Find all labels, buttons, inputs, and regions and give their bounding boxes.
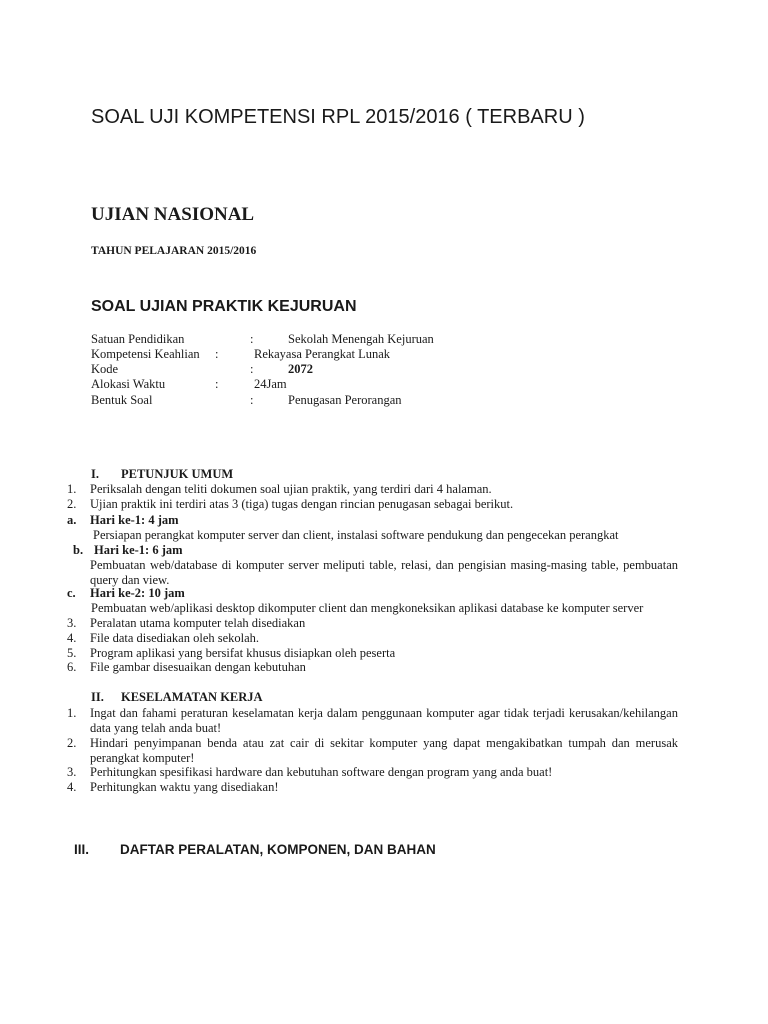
- day-label: b.: [73, 543, 84, 557]
- list-item-text: Periksalah dengan teliti dokumen soal ujian praktik, yang terdiri dari 4 halaman.: [90, 482, 492, 496]
- list-item-text: File data disediakan oleh sekolah.: [90, 631, 260, 645]
- info-value: Penugasan Perorangan: [288, 393, 402, 407]
- day-description: Persiapan perangkat komputer server dan client, instalasi software pendukung dan pengecekan perangkat: [93, 528, 619, 542]
- info-value: 2072: [288, 362, 313, 376]
- day-title: Hari ke-1: 6 jam: [94, 543, 183, 557]
- section1-number: I.: [91, 467, 99, 481]
- list-item-number: 4.: [67, 631, 77, 645]
- info-colon: :: [250, 362, 254, 376]
- info-value: Sekolah Menengah Kejuruan: [288, 332, 434, 346]
- info-label: Kompetensi Keahlian: [91, 347, 200, 361]
- info-label: Bentuk Soal: [91, 393, 153, 407]
- list-item-text: Hindari penyimpanan benda atau zat cair di sekitar komputer yang dapat mengakibatkan tumpah dan merusak perangkat komputer!: [90, 736, 678, 765]
- day-label: c.: [67, 586, 76, 600]
- list-item-number: 2.: [67, 497, 77, 511]
- list-item-number: 6.: [67, 660, 77, 674]
- day-title: Hari ke-1: 4 jam: [90, 513, 179, 527]
- list-item-text: Perhitungkan waktu yang disediakan!: [90, 780, 279, 794]
- practical-exam-title: SOAL UJIAN PRAKTIK KEJURUAN: [91, 298, 357, 315]
- info-label: Satuan Pendidikan: [91, 332, 185, 346]
- list-item-text: Ingat dan fahami peraturan keselamatan kerja dalam penggunaan komputer agar tidak terjadi kerusakan/kehilangan data yang telah anda buat!: [90, 706, 678, 735]
- info-colon: :: [250, 393, 254, 407]
- list-item-number: 2.: [67, 736, 77, 750]
- section3-number: III.: [74, 842, 90, 857]
- day-title: Hari ke-2: 10 jam: [90, 586, 185, 600]
- section1-title: PETUNJUK UMUM: [121, 467, 234, 481]
- list-item-number: 1.: [67, 706, 77, 720]
- info-colon: :: [215, 347, 219, 361]
- day-description: Pembuatan web/database di komputer server meliputi table, relasi, dan pengisian masing-masing table, pembuatan query dan view.: [90, 558, 678, 587]
- list-item-text: Ujian praktik ini terdiri atas 3 (tiga) tugas dengan rincian penugasan sebagai berikut.: [90, 497, 514, 511]
- day-label: a.: [67, 513, 77, 527]
- day-description: Pembuatan web/aplikasi desktop dikomputer client dan mengkoneksikan aplikasi database ke komputer server: [91, 601, 644, 615]
- section2-number: II.: [91, 690, 104, 704]
- exam-title: UJIAN NASIONAL: [91, 204, 255, 225]
- main-title: SOAL UJI KOMPETENSI RPL 2015/2016 ( TERBARU ): [91, 106, 585, 128]
- section3-title: DAFTAR PERALATAN, KOMPONEN, DAN BAHAN: [120, 842, 436, 857]
- info-value: 24Jam: [254, 377, 287, 391]
- list-item-number: 5.: [67, 646, 77, 660]
- info-label: Alokasi Waktu: [91, 377, 166, 391]
- info-colon: :: [215, 377, 219, 391]
- list-item-text: Program aplikasi yang bersifat khusus disiapkan oleh peserta: [90, 646, 396, 660]
- list-item-text: Peralatan utama komputer telah disediakan: [90, 616, 306, 630]
- section2-title: KESELAMATAN KERJA: [121, 690, 263, 704]
- list-item-text: Perhitungkan spesifikasi hardware dan kebutuhan software dengan program yang anda buat!: [90, 765, 553, 779]
- list-item-text: File gambar disesuaikan dengan kebutuhan: [90, 660, 306, 674]
- list-item-number: 3.: [67, 616, 77, 630]
- academic-year: TAHUN PELAJARAN 2015/2016: [91, 245, 257, 257]
- info-value: Rekayasa Perangkat Lunak: [254, 347, 391, 361]
- list-item-number: 4.: [67, 780, 77, 794]
- list-item-number: 3.: [67, 765, 77, 779]
- info-label: Kode: [91, 362, 119, 376]
- info-colon: :: [250, 332, 254, 346]
- list-item-number: 1.: [67, 482, 77, 496]
